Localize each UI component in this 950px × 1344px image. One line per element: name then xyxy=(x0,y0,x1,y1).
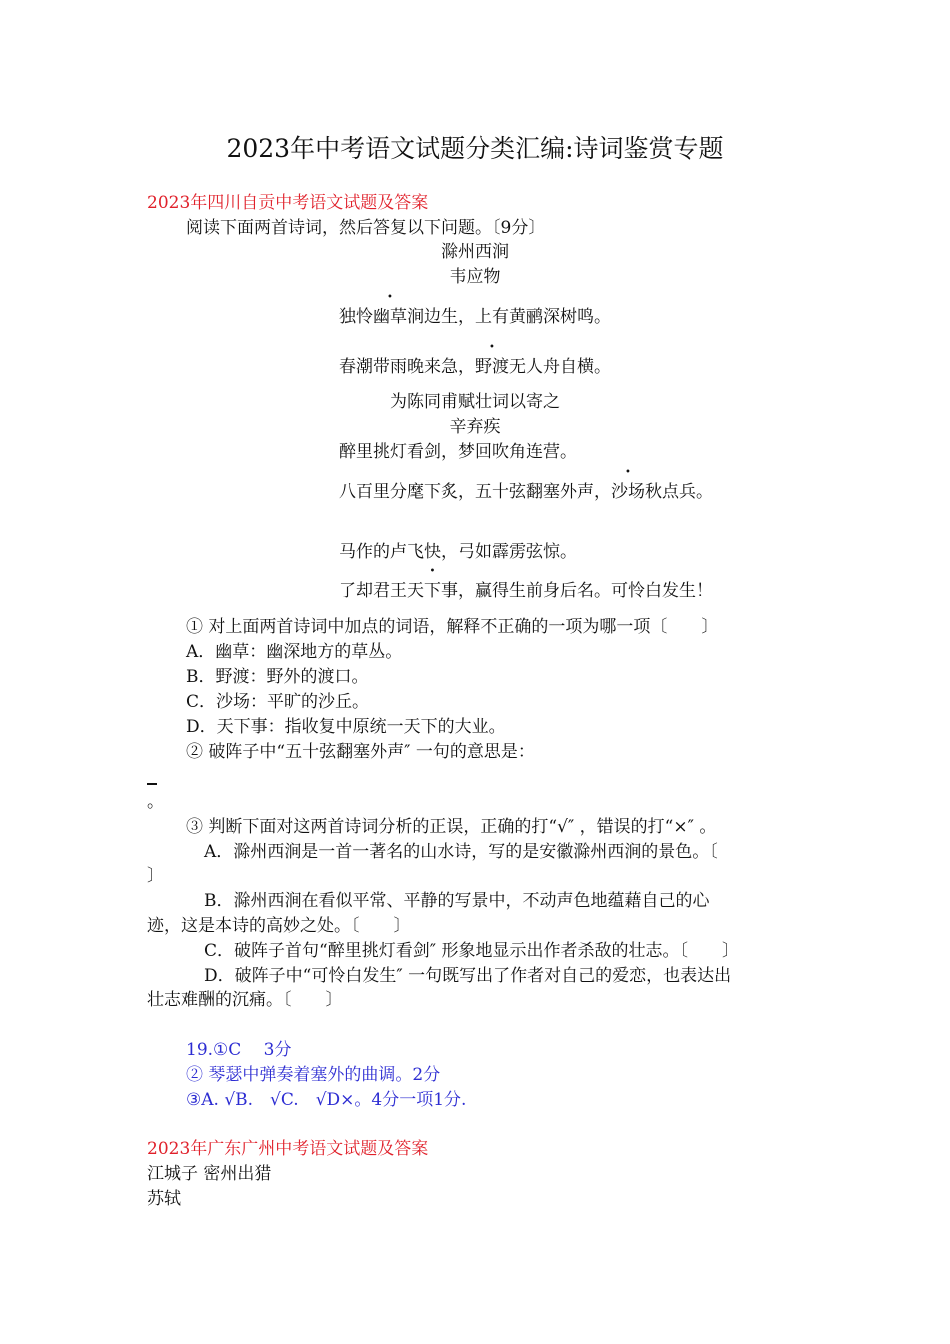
poem2-author: 辛弃疾 xyxy=(449,417,501,437)
question-intro: 阅读下面两首诗词，然后答复以下问题。〔9分〕 xyxy=(186,218,546,238)
poem1-line2-end: 无人舟自横。 xyxy=(509,357,611,377)
question-3-item-b: B．滁州西涧在看似平常、平静的写景中，不动声色地蕴藉自己的心 xyxy=(204,891,710,911)
question-2: ② 破阵子中“五十弦翻塞外声″ 一句的意思是： xyxy=(186,742,535,762)
dotted-word-yedu: 野渡 xyxy=(475,357,509,377)
question-3-item-a-end: 〕 xyxy=(147,866,164,886)
poem1-line1-start: 独怜 xyxy=(339,307,373,327)
question-1-option-b: B．野渡：野外的渡口。 xyxy=(186,667,369,687)
poem1-title: 滁州西涧 xyxy=(441,242,509,262)
question-3-item-c: C．破阵子首句“醉里挑灯看剑″ 形象地显示出作者杀敌的壮志。〔 〕 xyxy=(204,941,739,961)
poem3-title: 江城子 密州出猎 xyxy=(147,1164,272,1184)
answer-3: ③A. √B. √C. √D×。4分一项1分. xyxy=(186,1090,467,1110)
page-title: 2023年中考语文试题分类汇编:诗词鉴赏专题 xyxy=(226,134,724,163)
question-1: ① 对上面两首诗词中加点的词语，解释不正确的一项为哪一项〔 〕 xyxy=(186,617,719,637)
question-1-option-d: D．天下事：指收复中原统一天下的大业。 xyxy=(186,717,506,737)
poem2-line1: 醉里挑灯看剑，梦回吹角连营。 xyxy=(339,442,577,462)
poem2-line2-end: 秋点兵。 xyxy=(645,482,713,502)
poem2-title: 为陈同甫赋壮词以寄之 xyxy=(390,392,560,412)
section-heading-guangzhou: 2023年广东广州中考语文试题及答案 xyxy=(147,1139,429,1159)
poem2-line4-end: ，赢得生前身后名。可怜白发生！ xyxy=(458,581,713,601)
poem2-line2 xyxy=(339,482,713,502)
dotted-word-tianxiashi: 天下事 xyxy=(407,581,458,601)
question-3-item-a: A．滁州西涧是一首一著名的山水诗，写的是安徽滁州西涧的景色。〔 xyxy=(204,842,718,862)
dotted-word-youcao: 幽草 xyxy=(373,307,407,327)
answer-blank-line xyxy=(147,783,157,785)
poem1-line2-start: 春潮带雨晚来急， xyxy=(339,357,475,377)
question-2-end: 。 xyxy=(147,792,164,812)
poem1-line2 xyxy=(0,357,950,377)
poem2-line4 xyxy=(339,581,713,601)
answer-2: ② 琴瑟中弹奏着塞外的曲调。2分 xyxy=(186,1065,441,1085)
question-3-item-d: D．破阵子中“可怜白发生″ 一句既写出了作者对自己的爱恋，也表达出 xyxy=(204,966,732,986)
section-heading-zigong: 2023年四川自贡中考语文试题及答案 xyxy=(147,193,429,213)
poem1-author: 韦应物 xyxy=(449,267,501,287)
poem2-line3: 马作的卢飞快，弓如霹雳弦惊。 xyxy=(339,542,577,562)
dotted-word-shachang: 沙场 xyxy=(611,482,645,502)
poem1-line1 xyxy=(0,307,950,327)
poem1-line1-end: 涧边生，上有黄鹂深树鸣。 xyxy=(407,307,611,327)
question-1-option-a: A．幽草：幽深地方的草丛。 xyxy=(186,642,403,662)
poem3-author: 苏轼 xyxy=(147,1189,181,1209)
poem2-line4-start: 了却君王 xyxy=(339,581,407,601)
answer-1: 19.①C 3分 xyxy=(186,1040,292,1060)
question-3-item-b-cont: 迹，这是本诗的高妙之处。〔 〕 xyxy=(147,916,411,936)
question-1-option-c: C．沙场：平旷的沙丘。 xyxy=(186,692,370,712)
question-3: ③ 判断下面对这两首诗词分析的正误，正确的打“√″ ，错误的打“×″ 。 xyxy=(186,817,717,837)
poem2-line2-start: 八百里分麾下炙，五十弦翻塞外声， xyxy=(339,482,611,502)
question-3-item-d-cont: 壮志难酬的沉痛。〔 〕 xyxy=(147,990,343,1010)
